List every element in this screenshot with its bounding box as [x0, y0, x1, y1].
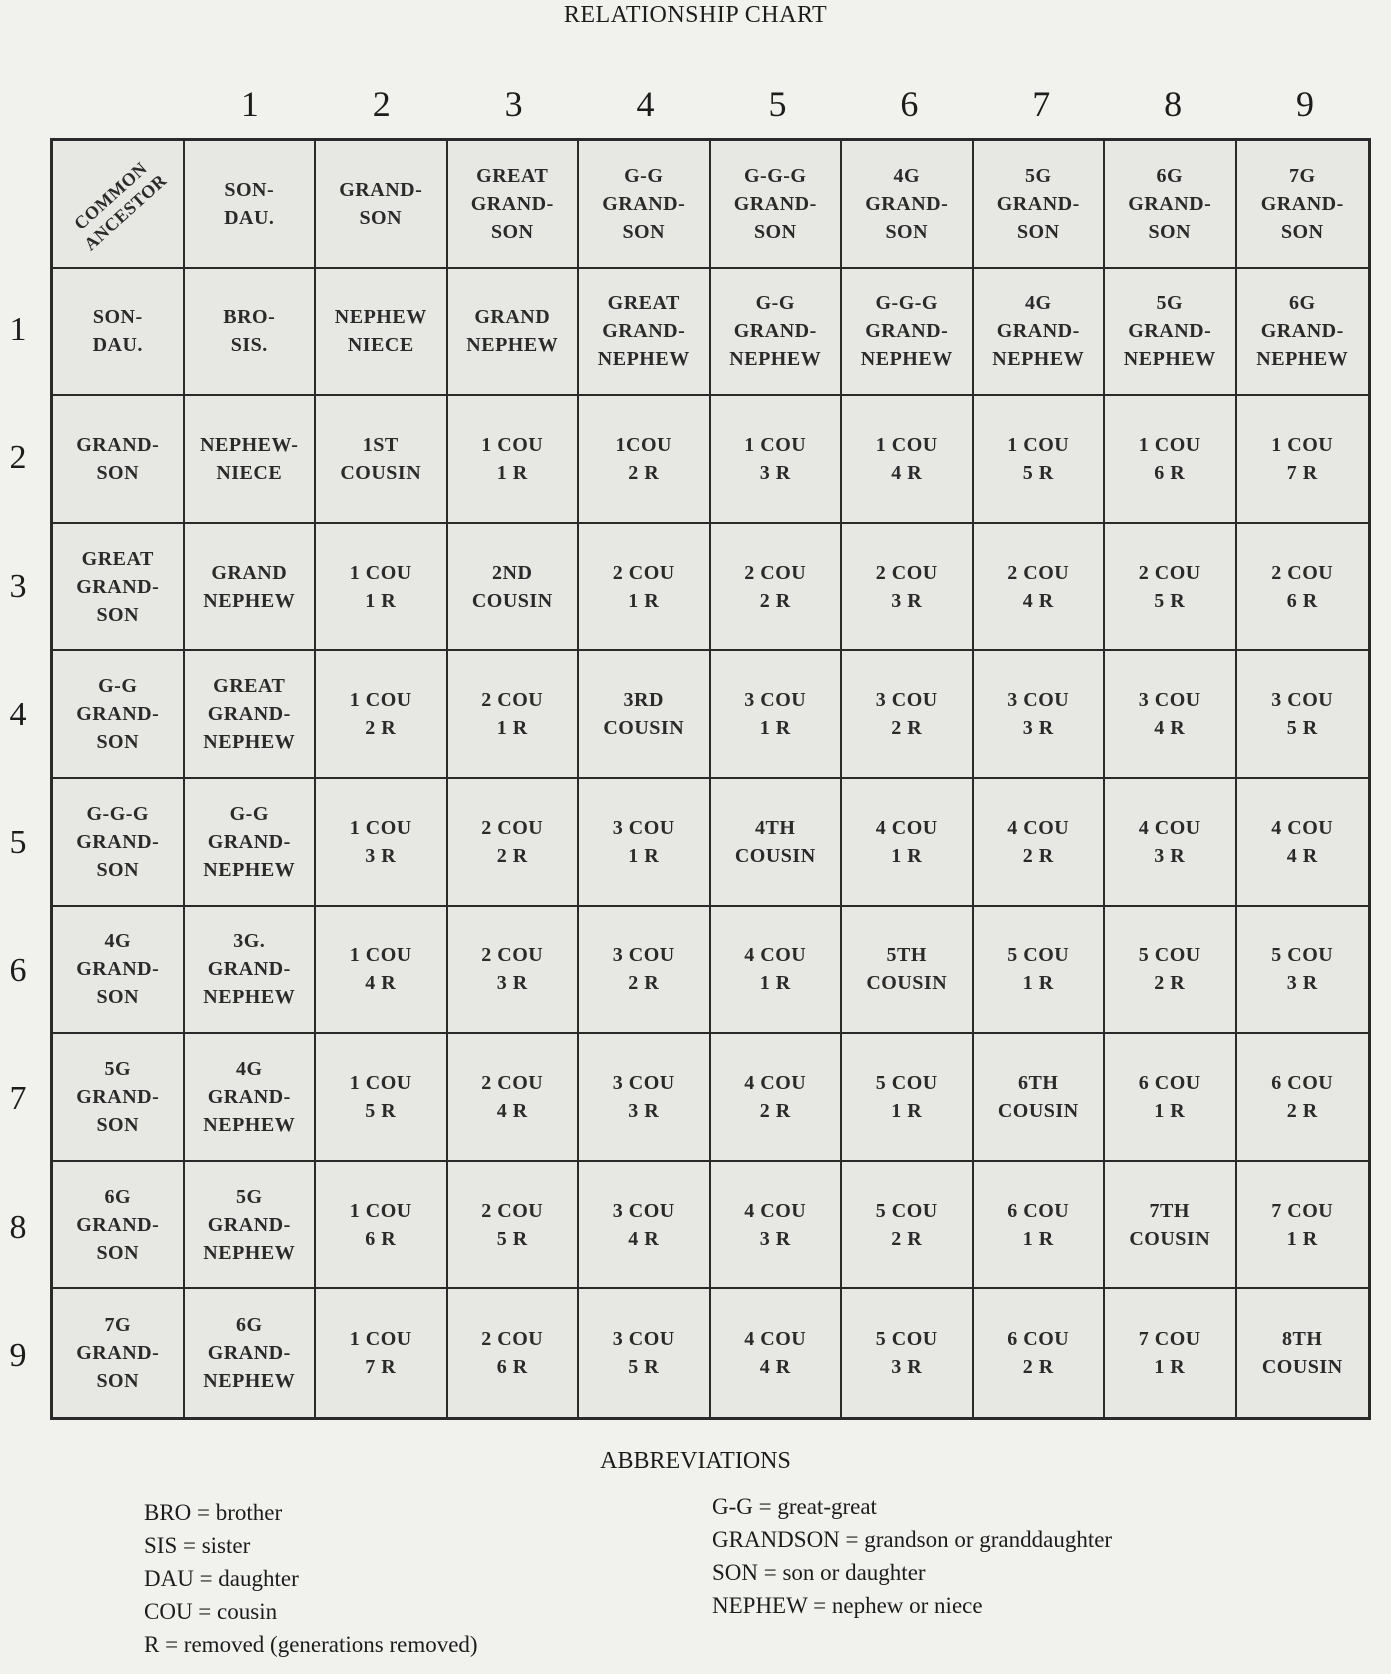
column-number: 3 [504, 84, 523, 124]
relationship-cell: GRAND NEPHEW [185, 524, 317, 652]
column-number-header [52, 82, 1371, 126]
relationship-cell: 4 COU 3 R [711, 1162, 843, 1290]
abbreviations-left-list [144, 1496, 478, 1661]
relationship-cell: 1 COU 1 R [448, 396, 580, 524]
relationship-cell: 6G GRAND- NEPHEW [1237, 269, 1369, 397]
column-number: 4 [636, 84, 655, 124]
row-header-cell: G-G-G GRAND- SON [53, 779, 185, 907]
relationship-cell: 3 COU 2 R [842, 651, 974, 779]
row-header-cell: 4G GRAND- SON [53, 907, 185, 1035]
relationship-cell: 5TH COUSIN [842, 907, 974, 1035]
relationship-cell: 5 COU 3 R [842, 1289, 974, 1417]
relationship-cell: 4 COU 4 R [711, 1289, 843, 1417]
column-number: 7 [1032, 84, 1051, 124]
relationship-cell: 3 COU 1 R [711, 651, 843, 779]
column-number: 6 [900, 84, 919, 124]
row-header-cell: SON- DAU. [53, 269, 185, 397]
header-cell: GRAND- SON [316, 141, 448, 269]
page-title: RELATIONSHIP CHART [563, 2, 828, 28]
relationship-cell: 1 COU 2 R [316, 651, 448, 779]
abbreviations-title: ABBREVIATIONS [600, 1448, 791, 1474]
row-number: 7 [9, 1080, 27, 1118]
relationship-grid [50, 138, 1371, 1420]
header-cell: 5G GRAND- SON [974, 141, 1106, 269]
relationship-cell: 1 COU 7 R [1237, 396, 1369, 524]
abbreviation-item: G-G = great-great [712, 1494, 877, 1519]
relationship-cell: 5 COU 1 R [842, 1034, 974, 1162]
abbreviation-item: DAU = daughter [144, 1566, 299, 1591]
relationship-cell: 7 COU 1 R [1237, 1162, 1369, 1290]
relationship-cell: 5G GRAND- NEPHEW [185, 1162, 317, 1290]
relationship-cell: 6 COU 2 R [1237, 1034, 1369, 1162]
relationship-cell: 2 COU 6 R [448, 1289, 580, 1417]
relationship-cell: 6 COU 1 R [1105, 1034, 1237, 1162]
relationship-cell: G-G GRAND- NEPHEW [185, 779, 317, 907]
header-cell: 4G GRAND- SON [842, 141, 974, 269]
abbreviation-item: GRANDSON = grandson or granddaughter [712, 1527, 1113, 1552]
relationship-cell: 8TH COUSIN [1261, 1328, 1343, 1379]
relationship-cell: 6 COU 1 R [974, 1162, 1106, 1290]
relationship-cell: G-G GRAND- NEPHEW [711, 269, 843, 397]
relationship-cell: G-G-G GRAND- NEPHEW [842, 269, 974, 397]
relationship-cell: 3G. GRAND- NEPHEW [185, 907, 317, 1035]
header-cell: G-G-G GRAND- SON [711, 141, 843, 269]
relationship-cell: 2 COU 3 R [842, 524, 974, 652]
row-header-cell: GREAT GRAND- SON [53, 524, 185, 652]
row-number: 5 [9, 824, 27, 862]
row-header-cell: G-G GRAND- SON [53, 651, 185, 779]
relationship-cell: 4G GRAND- NEPHEW [974, 269, 1106, 397]
header-cell: 6G GRAND- SON [1105, 141, 1237, 269]
header-cell: GREAT GRAND- SON [448, 141, 580, 269]
relationship-cell: 3 COU 2 R [579, 907, 711, 1035]
relationship-cell: 3 COU 4 R [579, 1162, 711, 1290]
relationship-cell: 4 COU 2 R [974, 779, 1106, 907]
relationship-cell: 5 COU 1 R [974, 907, 1106, 1035]
header-cell: 7G GRAND- SON [1237, 141, 1369, 269]
relationship-cell: NEPHEW- NIECE [185, 396, 317, 524]
abbreviation-item: BRO = brother [144, 1500, 283, 1525]
relationship-cell: 3 COU 5 R [1237, 651, 1369, 779]
header-cell: SON- DAU. [185, 141, 317, 269]
common-ancestor-label: COMMON ANCESTOR [69, 157, 171, 255]
relationship-cell: 1 COU 4 R [316, 907, 448, 1035]
row-header-cell: 6G GRAND- SON [53, 1162, 185, 1290]
relationship-cell: 2 COU 2 R [448, 779, 580, 907]
column-number: 2 [372, 84, 391, 124]
abbreviation-item: R = removed (generations removed) [144, 1632, 478, 1657]
column-number: 8 [1164, 84, 1183, 124]
abbreviation-item: NEPHEW = nephew or niece [712, 1593, 983, 1618]
relationship-cell: 2 COU 4 R [448, 1034, 580, 1162]
relationship-cell: 2 COU 1 R [448, 651, 580, 779]
relationship-cell: 3 COU 3 R [579, 1034, 711, 1162]
row-number: 2 [9, 439, 27, 477]
relationship-cell: 5G GRAND- NEPHEW [1105, 269, 1237, 397]
relationship-cell: 1 COU 7 R [316, 1289, 448, 1417]
relationship-cell: 3 COU 1 R [579, 779, 711, 907]
relationship-cell: 2 COU 5 R [1105, 524, 1237, 652]
relationship-cell: 7 COU 1 R [1105, 1289, 1237, 1417]
relationship-cell: 2 COU 4 R [974, 524, 1106, 652]
relationship-cell: 4 COU 3 R [1105, 779, 1237, 907]
column-number: 1 [240, 84, 259, 124]
relationship-cell: 4 COU 1 R [842, 779, 974, 907]
relationship-cell: 5 COU 3 R [1237, 907, 1369, 1035]
header-cell: G-G GRAND- SON [579, 141, 711, 269]
relationship-cell: 1 COU 5 R [316, 1034, 448, 1162]
relationship-cell: 1 COU 6 R [1105, 396, 1237, 524]
relationship-cell: BRO- SIS. [185, 269, 317, 397]
column-number-spacer [52, 82, 184, 126]
relationship-cell: GREAT GRAND- NEPHEW [579, 269, 711, 397]
row-number: 8 [9, 1208, 27, 1246]
relationship-cell: 3 COU 5 R [579, 1289, 711, 1417]
relationship-cell: 1 COU 4 R [842, 396, 974, 524]
relationship-cell: 1 COU 3 R [316, 779, 448, 907]
abbreviation-item: COU = cousin [144, 1599, 278, 1624]
relationship-cell: 3 COU 3 R [974, 651, 1106, 779]
relationship-cell: 2 COU 3 R [448, 907, 580, 1035]
common-ancestor-cell [53, 141, 185, 269]
column-number: 5 [768, 84, 787, 124]
abbreviations-right-list [712, 1490, 1112, 1622]
relationship-cell: 2ND COUSIN [448, 524, 580, 652]
relationship-cell: 1 COU 5 R [974, 396, 1106, 524]
row-number-column [0, 138, 36, 1420]
relationship-cell: NEPHEW NIECE [316, 269, 448, 397]
relationship-cell: 6G GRAND- NEPHEW [185, 1289, 317, 1417]
relationship-cell: 3RD COUSIN [579, 651, 711, 779]
relationship-cell: 2 COU 2 R [711, 524, 843, 652]
relationship-cell: 4TH COUSIN [711, 779, 843, 907]
row-header-cell: 7G GRAND- SON [53, 1289, 185, 1417]
row-number: 9 [9, 1336, 27, 1374]
row-header-cell: 5G GRAND- SON [53, 1034, 185, 1162]
row-number: 3 [9, 567, 27, 605]
relationship-cell: 2 COU 1 R [579, 524, 711, 652]
relationship-cell: GREAT GRAND- NEPHEW [185, 651, 317, 779]
relationship-cell: 1ST COUSIN [316, 396, 448, 524]
column-number: 9 [1296, 84, 1315, 124]
relationship-cell: 2 COU 6 R [1237, 524, 1369, 652]
relationship-cell: 1 COU 1 R [316, 524, 448, 652]
row-header-cell: GRAND- SON [53, 396, 185, 524]
relationship-cell: 4G GRAND- NEPHEW [185, 1034, 317, 1162]
relationship-cell: 5 COU 2 R [1105, 907, 1237, 1035]
relationship-cell: 6 COU 2 R [974, 1289, 1106, 1417]
abbreviation-item: SON = son or daughter [712, 1560, 926, 1585]
row-number: 4 [9, 695, 27, 733]
relationship-cell: 1COU 2 R [579, 396, 711, 524]
relationship-cell: 5 COU 2 R [842, 1162, 974, 1290]
relationship-cell: 7TH COUSIN [1105, 1162, 1237, 1290]
relationship-cell: GRAND NEPHEW [448, 269, 580, 397]
relationship-cell: 4 COU 4 R [1237, 779, 1369, 907]
relationship-cell: 1 COU 6 R [316, 1162, 448, 1290]
relationship-cell: 3 COU 4 R [1105, 651, 1237, 779]
relationship-cell: 4 COU 1 R [711, 907, 843, 1035]
row-number: 1 [9, 311, 27, 349]
relationship-cell: 2 COU 5 R [448, 1162, 580, 1290]
abbreviation-item: SIS = sister [144, 1533, 251, 1558]
row-number: 6 [9, 952, 27, 990]
relationship-cell: 6TH COUSIN [974, 1034, 1106, 1162]
row-number-spacer [0, 138, 36, 266]
relationship-cell: 4 COU 2 R [711, 1034, 843, 1162]
relationship-cell: 1 COU 3 R [711, 396, 843, 524]
